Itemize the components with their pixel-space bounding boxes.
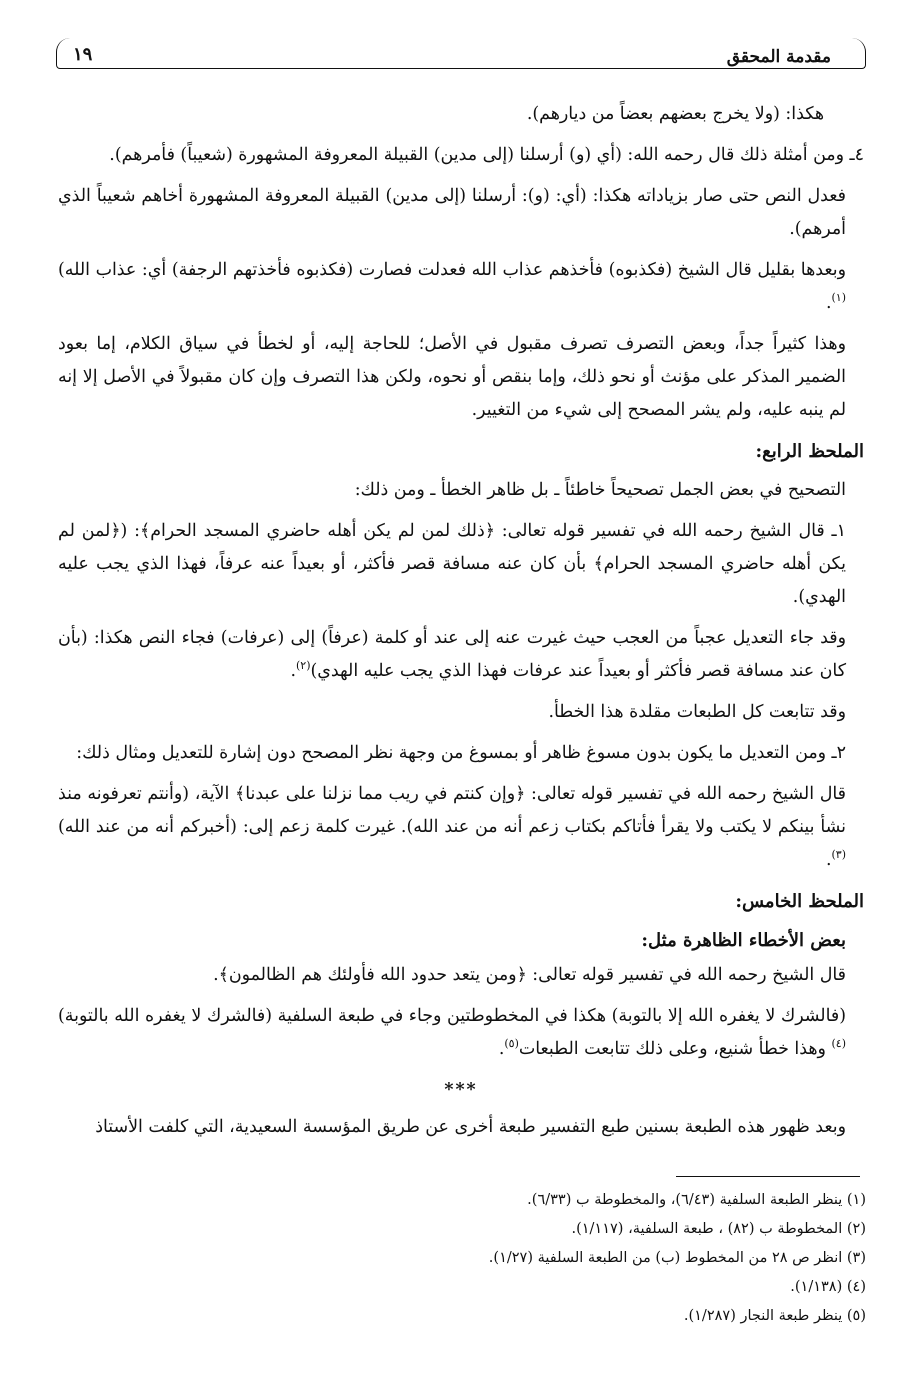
paragraph: وبعد ظهور هذه الطبعة بسنين طبع التفسير طبعة أخرى عن طريق المؤسسة السعيدية، التي كلفت الأستاذ xyxy=(95,1117,846,1137)
paragraph: (فالشرك لا يغفره الله إلا بالتوبة) هكذا في المخطوطتين وجاء في طبعة السلفية (فالشرك لا يغفره الله بالتوبة)$^{(٤)}$ وهذا خطأ شنيع، وعلى ذلك تتابعت الطبعات$^{(٥)}$. xyxy=(58,1006,846,1059)
paragraph-text: وقد جاء التعديل عجباً من العجب حيث غيرت عنه إلى عند أو كلمة (عرفاً) إلى (عرفات) فجاء النص هكذا: (بأن كان عند مسافة قصر فأكثر أو بعيداً عند عرفات فهذا الذي يجب عليه الهدي) xyxy=(58,628,846,681)
section-separator: *** xyxy=(444,1080,478,1100)
section-heading-khamis: الملحظ الخامس: xyxy=(735,891,864,912)
footnote: (٤) (١/١٣٨). xyxy=(790,1279,866,1295)
paragraph: وبعدها بقليل قال الشيخ (فكذبوه) فأخذهم عذاب الله فعدلت فصارت (فكذبوه فأخذتهم الرجفة) أي: عذاب الله)$^{(١)}$. xyxy=(58,260,846,313)
page-number: ١٩ xyxy=(73,44,93,65)
footnote: (١) ينظر الطبعة السلفية (٦/٤٣)، والمخطوطة ب (٦/٣٣). xyxy=(527,1192,866,1208)
subheading-akhta: بعض الأخطاء الظاهرة مثل: xyxy=(641,930,846,951)
paragraph: قال الشيخ رحمه الله في تفسير قوله تعالى: ﴿ومن يتعد حدود الله فأولئك هم الظالمون﴾. xyxy=(213,965,846,985)
footnote: (٢) المخطوطة ب (٨٢) ، طبعة السلفية، (١/١١٧). xyxy=(571,1221,866,1237)
paragraph: وقد جاء التعديل عجباً من العجب حيث غيرت عنه إلى عند أو كلمة (عرفاً) إلى (عرفات) فجاء النص هكذا: (بأن كان عند مسافة قصر فأكثر أو بعيداً عند عرفات فهذا الذي يجب عليه الهدي)$^{(٢)}$. xyxy=(58,628,846,681)
paragraph: هكذا: (ولا يخرج بعضهم بعضاً من ديارهم). xyxy=(526,104,824,124)
footnote-ref: (٢) xyxy=(295,659,311,673)
paragraph-text: وهذا خطأ شنيع، وعلى ذلك تتابعت الطبعات xyxy=(518,1039,832,1059)
paragraph: وقد تتابعت كل الطبعات مقلدة هذا الخطأ. xyxy=(548,702,846,722)
page-body xyxy=(58,98,864,1152)
footnotes xyxy=(58,1186,866,1331)
paragraph: ١ـ قال الشيخ رحمه الله في تفسير قوله تعالى: ﴿ذلك لمن لم يكن أهله حاضري المسجد الحرام﴾: (﴿لمن لم يكن أهله حاضري المسجد الحرام﴾ بأن كان عنه مسافة قصر فأكثر، أو بعيداً عنه عرفاً، فهذا الذي يجب عليه الهدي). xyxy=(58,521,846,607)
paragraph: قال الشيخ رحمه الله في تفسير قوله تعالى: ﴿وإن كنتم في ريب مما نزلنا على عبدنا﴾ الآية، (وأنتم تعرفونه منذ نشأ بينكم لا يكتب ولا يقرأ فأتاكم بكتاب زعم أنه من عند الله). غيرت كلمة زعم إلى: (أخبركم أنه من عند الله)$^{(٣)}$. xyxy=(58,784,846,870)
footnote-ref: (٤) xyxy=(831,1037,846,1051)
paragraph: ٤ـ ومن أمثلة ذلك قال رحمه الله: (أي (و) أرسلنا (إلى مدين) القبيلة المعروفة المشهورة (شعيباً) فأمرهم). xyxy=(109,145,864,165)
footnote: (٣) انظر ص ٢٨ من المخطوط (ب) من الطبعة السلفية (١/٢٧). xyxy=(488,1250,866,1266)
paragraph-text: قال الشيخ رحمه الله في تفسير قوله تعالى: ﴿وإن كنتم في ريب مما نزلنا على عبدنا﴾ الآية، (وأنتم تعرفونه منذ نشأ بينكم لا يكتب ولا يقرأ فأتاكم بكتاب زعم أنه من عند الله). غيرت كلمة زعم إلى: (أخبركم أنه من عند الله) xyxy=(58,784,846,837)
paragraph: فعدل النص حتى صار بزياداته هكذا: (أي: (و): أرسلنا (إلى مدين) القبيلة المعروفة المشهورة أخاهم شعيباً الذي أمرهم). xyxy=(58,186,846,239)
paragraph: ٢ـ ومن التعديل ما يكون بدون مسوغ ظاهر أو بمسوغ من وجهة نظر المصحح دون إشارة للتعديل ومثال ذلك: xyxy=(76,743,846,763)
footnote-ref: (١) xyxy=(831,291,846,305)
paragraph-text: (فالشرك لا يغفره الله إلا بالتوبة) هكذا في المخطوطتين وجاء في طبعة السلفية (فالشرك لا يغفره الله بالتوبة) xyxy=(58,1006,846,1026)
paragraph: وهذا كثيراً جداً، وبعض التصرف تصرف مقبول في الأصل؛ للحاجة إليه، أو لخطأ في سياق الكلام، إما بعود الضمير المذكر على مؤنث أو نحو ذلك، وإما بنقص أو نحوه، ولكن هذا التصرف وإن كان مقبولاً في الأصل إلا إنه لم ينبه عليه، ولم يشر المصحح إلى شيء من التغيير. xyxy=(58,334,846,420)
footnote-ref: (٥) xyxy=(504,1037,519,1051)
paragraph: التصحيح في بعض الجمل تصحيحاً خاطئاً ـ بل ظاهر الخطأ ـ ومن ذلك: xyxy=(354,480,846,500)
footnote-divider xyxy=(676,1176,860,1177)
footnote: (٥) ينظر طبعة النجار (١/٢٨٧). xyxy=(683,1308,866,1324)
section-heading-rabi: الملحظ الرابع: xyxy=(755,441,864,462)
footnote-ref: (٣) xyxy=(831,848,846,862)
page-header xyxy=(56,38,866,69)
header-title: مقدمة المحقق xyxy=(726,47,831,67)
paragraph-text: وبعدها بقليل قال الشيخ (فكذبوه) فأخذهم عذاب الله فعدلت فصارت (فكذبوه فأخذتهم الرجفة) أي: عذاب الله) xyxy=(58,260,846,280)
